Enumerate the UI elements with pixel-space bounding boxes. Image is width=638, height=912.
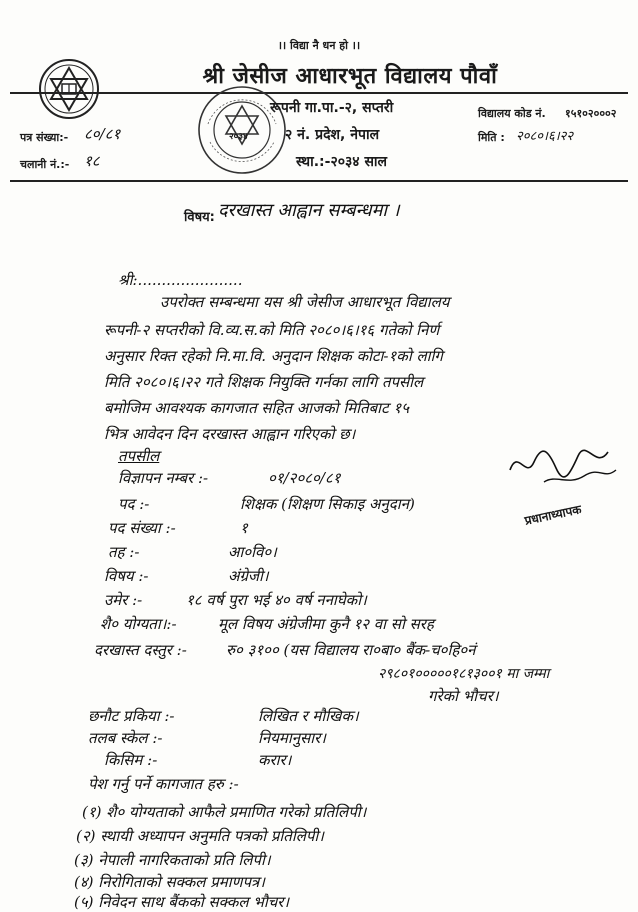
detail-label: शै० योग्यता।:-	[100, 615, 177, 633]
body-line: रूपनी-२ सप्तरीको वि.व्य.स.को मिति २०८०।६।१६ गतेको निर्ण	[104, 321, 440, 339]
subject-text: दरखास्त आह्वान सम्बन्धमा ।	[218, 200, 400, 221]
body-line: बमोजिम आवश्यक कागजात सहित आजको मितिबाट १५	[104, 399, 410, 417]
document-item: (४) निरोगिताको सक्कल प्रमाणपत्र।	[74, 873, 265, 891]
date-label: मिति :	[478, 131, 505, 144]
detail-label: तह :-	[108, 543, 140, 561]
document-item: (५) निवेदन साथ बैंकको सक्कल भौचर।	[74, 893, 290, 911]
school-emblem-logo	[38, 58, 100, 120]
dispatch-number-label: चलानी नं.:-	[20, 158, 70, 171]
document-item: (१) शै० योग्यताको आफैले प्रमाणित गरेको प्रतिलिपी।	[82, 803, 367, 821]
subject-label: विषय:	[184, 210, 215, 225]
school-code-value: १५१०२०००२	[565, 107, 617, 120]
letter-number-label: पत्र संख्या:-	[20, 131, 69, 144]
detail-label: पद संख्या :-	[108, 519, 176, 537]
detail-value: रु० ३१०० (यस विद्यालय रा०बा० बैंक-च०हि०नं	[226, 641, 476, 659]
detail-value: गरेको भौचर।	[428, 687, 499, 705]
document-item: (२) स्थायी अध्यापन अनुमति पत्रको प्रतिलिपी।	[76, 827, 324, 845]
detail-value: आ०वि०।	[228, 543, 277, 561]
stamp-title: प्रधानाध्यापक	[523, 502, 583, 528]
body-line: भित्र आवेदन दिन दरखास्त आह्वान गरिएको छ।	[104, 425, 356, 443]
date-value: २०८०।६।२२	[516, 129, 574, 144]
salutation: श्री:......................	[118, 271, 243, 289]
detail-value: नियमानुसार।	[258, 729, 326, 747]
detail-label: विज्ञापन नम्बर :-	[118, 469, 209, 487]
body-line: उपरोक्त सम्बन्धमा यस श्री जेसीज आधारभूत विद्यालय	[160, 293, 450, 311]
detail-value: शिक्षक (शिक्षण सिकाइ अनुदान)	[240, 495, 415, 513]
body-line: मिति २०८०।६।२२ गते शिक्षक नियुक्ति गर्नका लागि तपसील	[104, 373, 424, 391]
body-line: अनुसार रिक्त रहेको नि.मा.वि. अनुदान शिक्षक कोटा-१को लागि	[104, 347, 443, 365]
detail-label: पद :-	[118, 495, 150, 513]
detail-value: मूल विषय अंग्रेजीमा कुनै १२ वा सो सरह	[218, 615, 434, 633]
detail-value: लिखित र मौखिक।	[258, 707, 359, 725]
detail-label: दरखास्त दस्तुर :-	[94, 641, 187, 659]
seal-number: २०३४	[229, 132, 248, 142]
detail-label: विषय :-	[104, 567, 149, 585]
detail-value: अंग्रेजी।	[228, 567, 269, 585]
letter-number-value: ८०/८१	[84, 125, 121, 143]
header-divider	[10, 92, 628, 94]
motto: ।। विद्या नै धन हो ।।	[277, 39, 361, 52]
detail-label: पेश गर्नु पर्ने कागजात हरु :-	[88, 775, 239, 793]
detail-label: उमेर :-	[104, 591, 143, 609]
header-bottom-divider	[10, 180, 628, 182]
details-heading: तपसील	[118, 447, 160, 465]
headmaster-stamp	[518, 470, 636, 530]
detail-value: करार।	[258, 751, 292, 769]
detail-value: १	[240, 519, 248, 537]
detail-value: १८ वर्ष पुरा भई ४० वर्ष ननाघेको।	[186, 591, 367, 609]
detail-value: २९८०१०००००१८१३००१ मा जम्मा	[378, 666, 550, 682]
address-line-1: रूपनी गा.पा.-२, सप्तरी	[270, 100, 394, 116]
document-item: (३) नेपाली नागरिकताको प्रति लिपी।	[74, 851, 271, 869]
detail-label: छनौट प्रकिया :-	[88, 707, 175, 725]
detail-label: किसिम :-	[104, 751, 158, 769]
established-year: स्था.:-२०३४ साल	[296, 154, 388, 170]
dispatch-number-value: १८	[84, 152, 100, 170]
school-name: श्री जेसीज आधारभूत विद्यालय पौवाँ	[202, 64, 498, 89]
address-line-2: २ नं. प्रदेश, नेपाल	[285, 127, 380, 143]
school-code-label: विद्यालय कोड नं.	[478, 107, 546, 120]
detail-label: तलब स्केल :-	[88, 729, 163, 747]
detail-value: ०१/२०८०/८१	[268, 469, 341, 487]
